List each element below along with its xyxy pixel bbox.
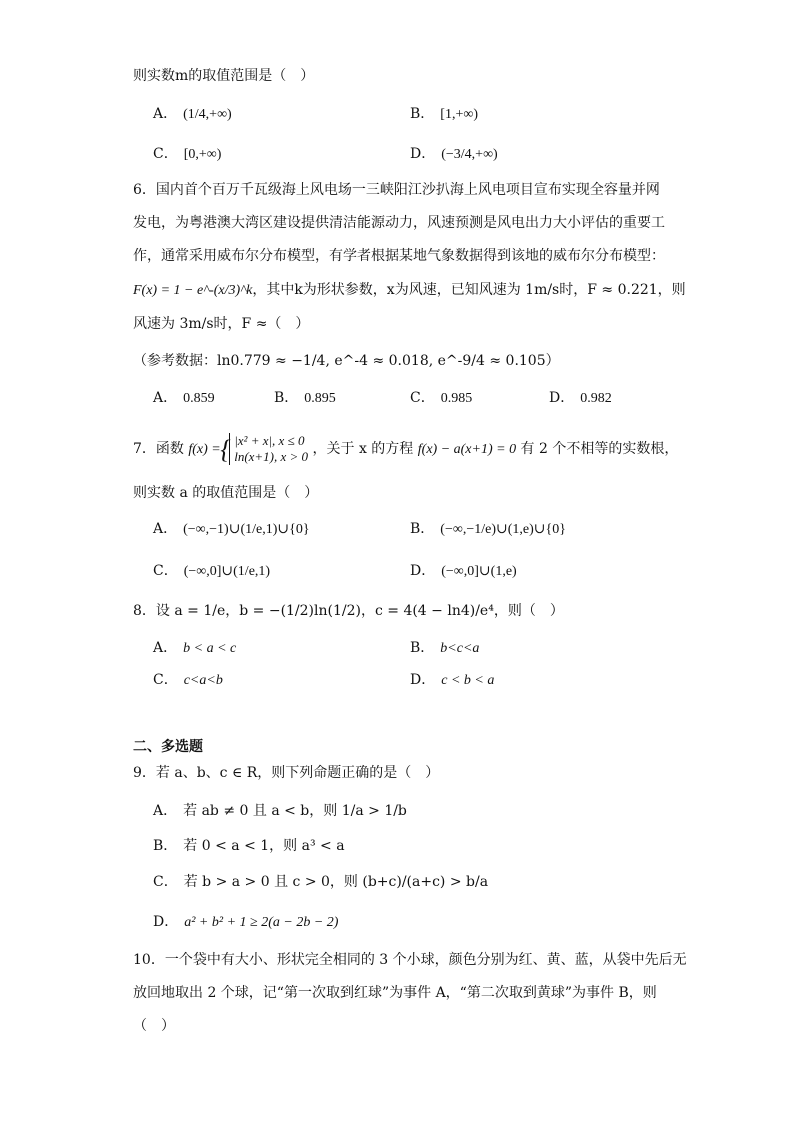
q8-option-c: C． c<a<b bbox=[153, 672, 223, 688]
piece-1: { |x² + x|, x ≤ 0 bbox=[234, 433, 305, 448]
q7-prefix: 7．函数 bbox=[133, 441, 184, 457]
q9-option-a: A． 若 ab ≠ 0 且 a < b，则 1/a > 1/b bbox=[153, 803, 407, 819]
q9-option-b: B． 若 0 < a < 1，则 a³ < a bbox=[153, 838, 345, 854]
q6-line-4-text: ，其中k为形状参数，x为风速，已知风速为 1m/s时，F ≈ 0.221，则 bbox=[252, 282, 686, 298]
weibull-formula: F(x) = 1 − e^-(x/3)^k bbox=[133, 283, 253, 298]
q6-line-3: 作，通常采用威布尔分布模型，有学者根据某地气象数据得到该地的威布尔分布模型： bbox=[133, 248, 665, 264]
q5-option-c: C． [0,+∞) bbox=[153, 146, 222, 162]
piecewise-function bbox=[229, 433, 308, 465]
q6-option-d: D． 0.982 bbox=[549, 390, 612, 406]
q10-line-2: 放回地取出 2 个球，记“第一次取到红球”为事件 A，“第二次取到黄球”为事件 B，则 bbox=[133, 985, 657, 1001]
piece-2: ln(x+1), x > 0 bbox=[234, 449, 309, 464]
q7-option-d: D． (−∞,0]∪(1,e) bbox=[410, 563, 517, 579]
q5-stem: 则实数m的取值范围是（ ） bbox=[133, 68, 315, 84]
q7-suffix: 有 2 个不相等的实数根， bbox=[520, 441, 679, 457]
q8-option-b: B． b<c<a bbox=[410, 640, 480, 656]
q6-option-b: B． 0.895 bbox=[274, 390, 336, 406]
q6-reference-data: （参考数据：ln0.779 ≈ −1/4, e^-4 ≈ 0.018, e^-9/4 ≈ 0.105） bbox=[133, 353, 560, 369]
q10-line-3: （ ） bbox=[133, 1018, 175, 1034]
q7-middle: ，关于 x 的方程 bbox=[312, 441, 414, 457]
q5-option-a: A． (1/4,+∞) bbox=[153, 106, 232, 122]
q7-equation: f(x) − a(x+1) = 0 bbox=[417, 442, 517, 457]
section-heading-multiple-choice: 二、多选题 bbox=[133, 739, 203, 755]
q7-option-a: A． (−∞,−1)∪(1/e,1)∪{0} bbox=[153, 521, 310, 537]
q5-option-b: B． [1,+∞) bbox=[410, 106, 478, 122]
q8-option-d: D． c < b < a bbox=[410, 672, 495, 688]
q7-option-c: C． (−∞,0]∪(1/e,1) bbox=[153, 563, 271, 579]
q9-stem: 9．若 a、b、c ∈ R，则下列命题正确的是（ ） bbox=[133, 765, 440, 781]
q6-line-4 bbox=[133, 280, 686, 301]
q6-line-2: 发电，为粤港澳大湾区建设提供清洁能源动力，风速预测是风电出力大小评估的重要工 bbox=[133, 215, 665, 231]
q7-function-name: f(x) = bbox=[188, 442, 221, 457]
q7-line-1 bbox=[133, 433, 678, 465]
q6-line-1: 6．国内首个百万千瓦级海上风电场一三峡阳江沙扒海上风电项目宣布实现全容量并网 bbox=[133, 182, 660, 198]
q9-option-d: D． a² + b² + 1 ≥ 2(a − 2b − 2) bbox=[153, 914, 339, 930]
q8-option-a: A． b < a < c bbox=[153, 640, 237, 656]
q5-option-d: D． (−3/4,+∞) bbox=[410, 146, 498, 162]
q8-stem: 8．设 a = 1/e，b = −(1/2)ln(1/2)，c = 4(4 − ln4)/e⁴，则（ ） bbox=[133, 603, 564, 619]
q6-option-a: A． 0.859 bbox=[153, 390, 215, 406]
q7-option-b: B． (−∞,−1/e)∪(1,e)∪{0} bbox=[410, 521, 566, 537]
q6-option-c: C． 0.985 bbox=[410, 390, 473, 406]
q10-line-1: 10．一个袋中有大小、形状完全相同的 3 个小球，颜色分别为红、黄、蓝，从袋中先后无 bbox=[133, 952, 687, 968]
q6-line-5: 风速为 3m/s时，F ≈（ ） bbox=[133, 316, 310, 332]
q7-stem-2: 则实数 a 的取值范围是（ ） bbox=[133, 485, 319, 501]
q9-option-c: C． 若 b > a > 0 且 c > 0，则 (b+c)/(a+c) > b/a bbox=[153, 874, 489, 890]
